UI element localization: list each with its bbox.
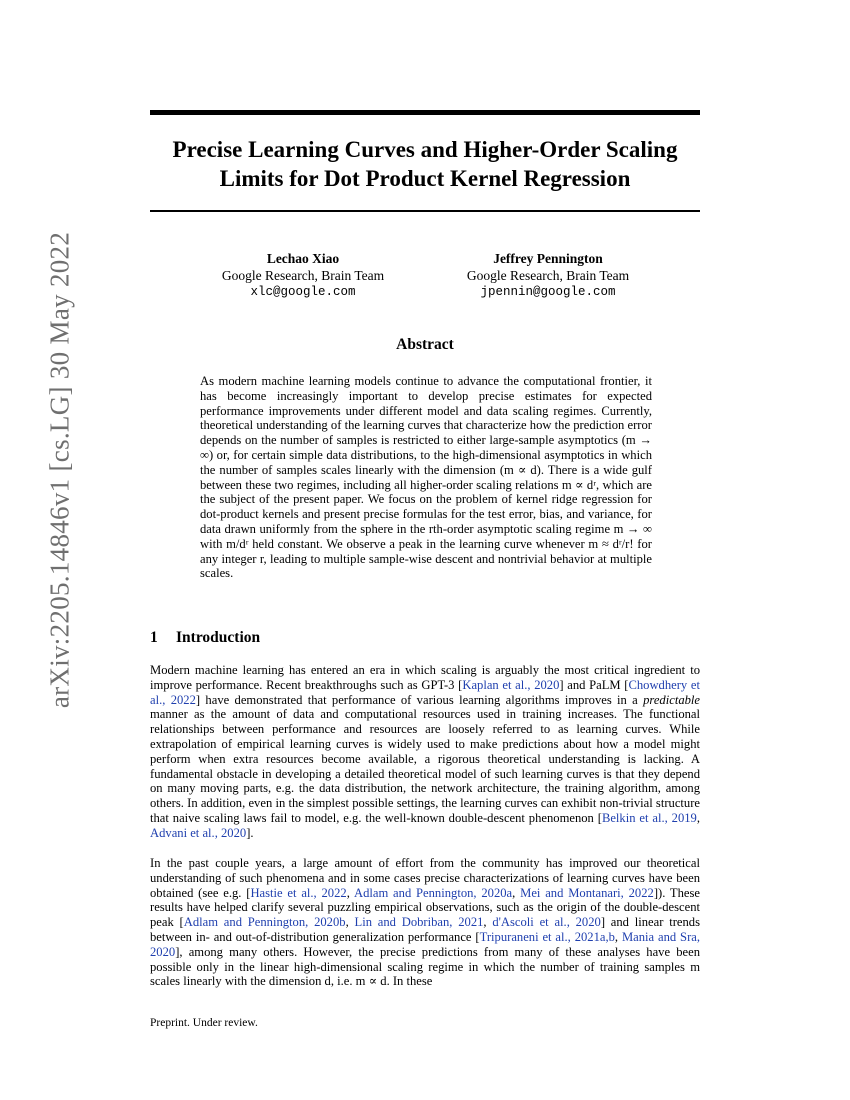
- arxiv-identifier-stamp: arXiv:2205.14846v1 [cs.LG] 30 May 2022: [44, 231, 75, 709]
- text-run: ] and PaLM [: [559, 677, 629, 692]
- title-top-rule: [150, 110, 700, 115]
- text-run: ,: [345, 915, 355, 930]
- citation-link[interactable]: Adlam and Pennington, 2020b: [183, 915, 346, 930]
- section-title: Introduction: [176, 629, 261, 646]
- section-heading: [150, 629, 260, 647]
- citation-link[interactable]: Mei and Montanari, 2022: [520, 885, 654, 900]
- citation-link[interactable]: Hastie et al., 2022: [250, 885, 347, 900]
- intro-paragraph-2: [150, 856, 700, 989]
- text-run: ] and linear trends between in- and out-of-distribution generalization performance [: [150, 915, 700, 944]
- author-affiliation: Google Research, Brain Team: [221, 268, 385, 283]
- section-number: 1: [150, 629, 158, 646]
- title-bottom-rule: [150, 210, 700, 212]
- text-run: ,: [512, 885, 521, 900]
- text-run: ]). These results have helped clarify several puzzling empirical observations, such as the origin of the double-descent peak [: [150, 885, 700, 930]
- author-block-2: [438, 250, 658, 301]
- title-line-2: Limits for Dot Product Kernel Regression: [219, 166, 631, 191]
- text-run: Modern machine learning has entered an era in which scaling is arguably the most critical ingredient to improve performance. Recent breakthroughs such as GPT-3 [: [150, 663, 700, 692]
- citation-link[interactable]: Advani et al., 2020: [150, 825, 247, 840]
- text-run: ] have demonstrated that performance of various learning algorithms improves in a: [195, 692, 644, 707]
- citation-link[interactable]: Chowdhery et al., 2022: [150, 677, 700, 707]
- emphasized-text: predictable: [643, 692, 700, 707]
- author-name: Lechao Xiao: [266, 251, 340, 266]
- abstract-heading: Abstract: [396, 336, 454, 353]
- abstract-text: As modern machine learning models continue to advance the computational frontier, it has become increasingly important to develop precise estimates for expected performance improvements under different model and data scaling regimes. Currently, theoretical understanding of the learning curves that characterize how the prediction error depends on the number of samples is restricted to either large-sample asymptotics (m → ∞) or, for certain simple data distributions, to the high-dimensional asymptotics in which the number of samples scales linearly with the dimension (m ∝ d). There is a wide gulf between these two regimes, including all higher-order scaling relations m ∝ dʳ, which are the subject of the present paper. We focus on the problem of kernel ridge regression for dot-product kernels and present precise formulas for the test error, bias, and variance, for data drawn uniformly from the sphere in the rth-order asymptotic scaling regime m → ∞ with m/dʳ held constant. We observe a peak in the learning curve whenever m ≈ dʳ/r! for any integer r, leading to multiple sample-wise descent and nontrivial behavior at multiple scales.: [200, 374, 652, 581]
- text-run: ,: [346, 885, 354, 900]
- text-run: ], among many others. However, the precise predictions from many of these analyses have been possible only in the linear high-dimensional scaling regime in which the number of training samples m scales linearly with the dimension d, i.e. m ∝ d. In these: [150, 944, 700, 989]
- author-block-1: [193, 250, 413, 301]
- text-run: In the past couple years, a large amount of effort from the community has improved our theoretical understanding of such phenomena and in some cases precise characterizations of learning curves have been obtained (see e.g. [: [150, 856, 700, 900]
- text-run: ].: [246, 825, 254, 840]
- text-run: manner as the amount of data and computational resources used in training increases. The functional relationships between performance and resources are loosely referred to as learning curves. While extrapolation of empirical learning curves is widely used to make predictions about how a model might perform when extra resources become available, a rigorous theoretical understanding is lacking. A fundamental obstacle in developing a detailed theoretical model of such learning curves is that they depend on many moving parts, e.g. the data distribution, the network architecture, the training algorithm, among others. In addition, even in the simplest possible settings, the learning curves can exhibit non-trivial structure that naive scaling laws fail to model, e.g. the well-known double-descent phenomenon [: [150, 707, 700, 825]
- author-affiliation: Google Research, Brain Team: [466, 268, 630, 283]
- citation-link[interactable]: d'Ascoli et al., 2020: [492, 915, 601, 930]
- text-run: ,: [614, 929, 622, 944]
- citation-link[interactable]: Kaplan et al., 2020: [462, 677, 560, 692]
- citation-link[interactable]: Mania and Sra, 2020: [150, 929, 700, 959]
- paper-title: [150, 135, 700, 193]
- author-email[interactable]: xlc@google.com: [250, 285, 356, 299]
- text-run: ,: [696, 810, 700, 825]
- citation-link[interactable]: Adlam and Pennington, 2020a: [353, 885, 513, 900]
- citation-link[interactable]: Tripuraneni et al., 2021a,b: [479, 929, 615, 944]
- title-line-1: Precise Learning Curves and Higher-Order Scaling: [172, 137, 678, 162]
- preprint-footer: Preprint. Under review.: [150, 1017, 258, 1029]
- author-email[interactable]: jpennin@google.com: [480, 285, 616, 299]
- citation-link[interactable]: Belkin et al., 2019: [601, 810, 697, 825]
- intro-paragraph-1: [150, 663, 700, 841]
- citation-link[interactable]: Lin and Dobriban, 2021: [354, 915, 484, 930]
- text-run: ,: [483, 915, 493, 930]
- author-name: Jeffrey Pennington: [493, 251, 603, 266]
